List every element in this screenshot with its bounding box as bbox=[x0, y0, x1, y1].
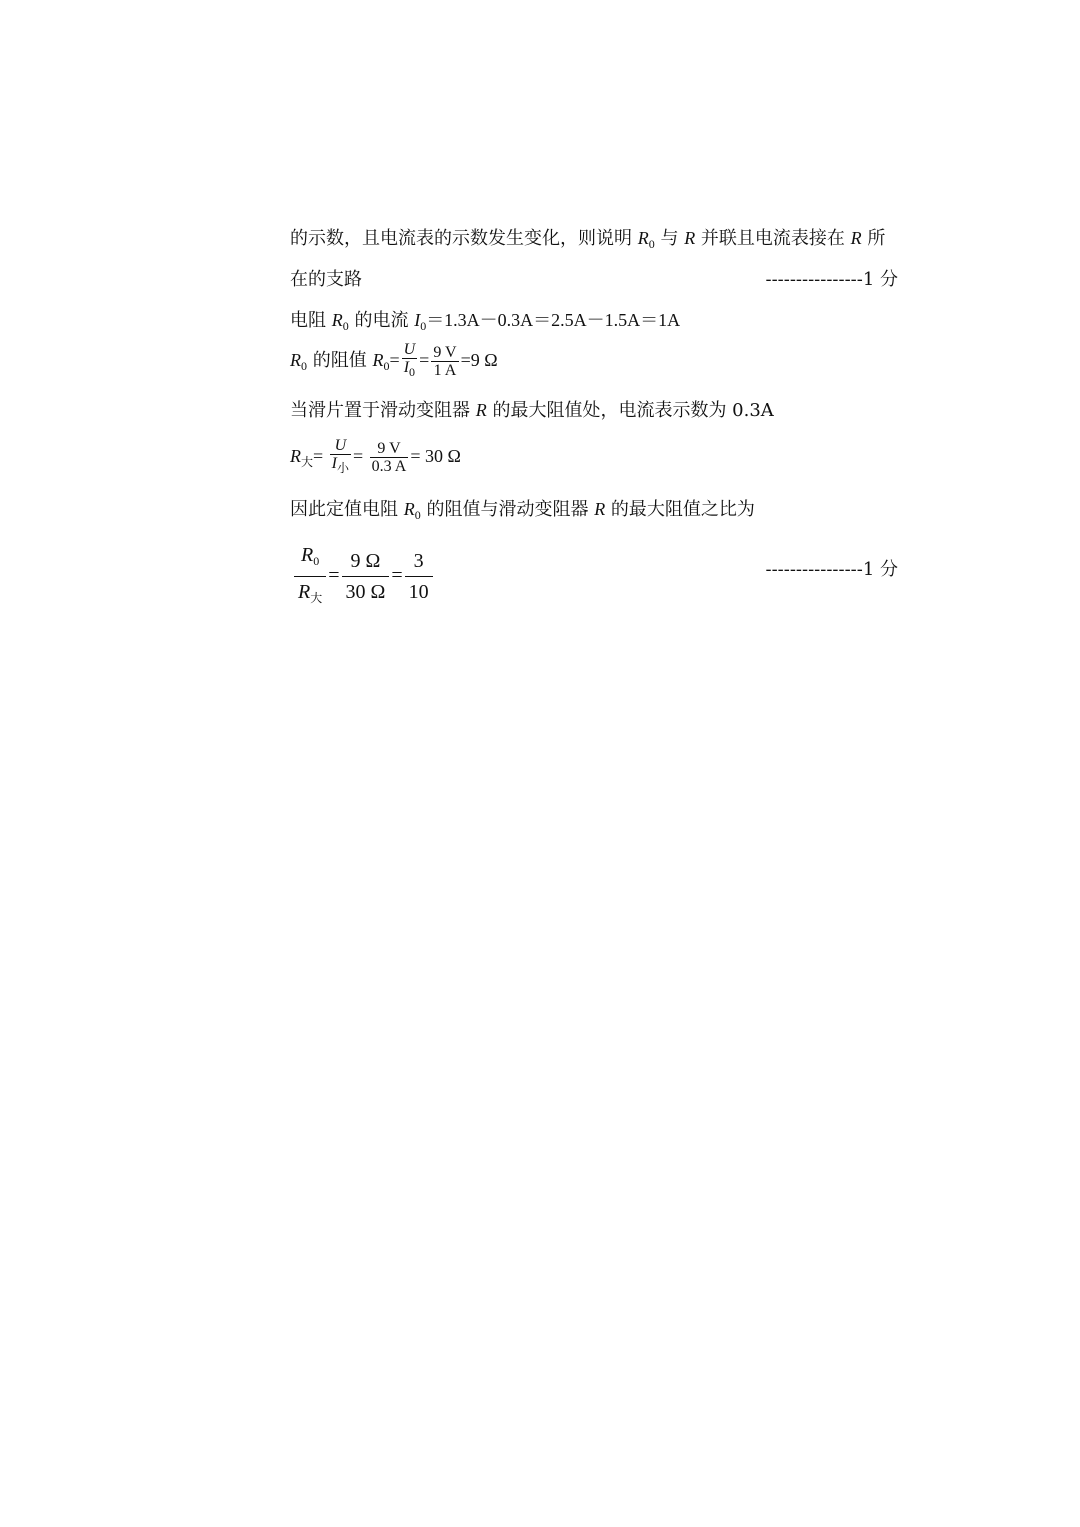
denominator: I bbox=[331, 455, 337, 472]
fraction-3-over-10 bbox=[405, 546, 433, 607]
equals: = bbox=[419, 350, 430, 370]
text: 的最大阻值之比为 bbox=[605, 499, 755, 520]
subscript: 0 bbox=[414, 508, 421, 522]
denominator: 30 Ω bbox=[345, 581, 386, 603]
denominator: 1 A bbox=[433, 361, 457, 379]
text: 与 bbox=[654, 228, 685, 249]
text: 的最大阻值处，电流表示数为 0.3A bbox=[486, 400, 774, 421]
line-4 bbox=[290, 340, 498, 386]
score-mark-1: ----------------1 分 bbox=[765, 269, 898, 290]
numerator: U bbox=[330, 437, 351, 455]
subscript: 0 bbox=[383, 359, 390, 373]
numerator: R bbox=[301, 544, 314, 566]
numerator: 3 bbox=[405, 546, 433, 577]
subscript: 大 bbox=[310, 591, 323, 605]
line-1 bbox=[290, 226, 885, 256]
denominator: R bbox=[298, 581, 311, 603]
equals: = bbox=[389, 350, 400, 370]
equals: = bbox=[328, 564, 340, 587]
fraction-9v-over-1a bbox=[431, 344, 458, 379]
text: 所 bbox=[861, 228, 886, 249]
subscript: 0 bbox=[342, 319, 349, 333]
result: = 30 Ω bbox=[410, 446, 461, 466]
result: =9 Ω bbox=[460, 350, 498, 370]
fraction-9v-over-03a bbox=[370, 440, 409, 475]
numerator: 9 V bbox=[433, 343, 457, 361]
subscript: 大 bbox=[301, 455, 314, 469]
symbol-r: R bbox=[290, 446, 301, 466]
symbol-r: R bbox=[684, 228, 696, 248]
text: 的示数，且电流表的示数发生变化，则说明 bbox=[290, 228, 638, 249]
text: 并联且电流表接在 bbox=[695, 228, 851, 249]
subscript: 小 bbox=[337, 461, 350, 475]
symbol-r: R bbox=[290, 350, 301, 370]
text: 的阻值 bbox=[307, 350, 373, 371]
fraction-r0-over-rmax bbox=[294, 540, 326, 613]
subscript: 0 bbox=[313, 554, 320, 568]
line-3 bbox=[290, 308, 680, 338]
numerator: U bbox=[403, 341, 416, 358]
score-mark-2: ----------------1 分 bbox=[765, 559, 898, 580]
line-8 bbox=[292, 540, 435, 613]
symbol-r: R bbox=[594, 499, 606, 519]
numerator: 9 V bbox=[370, 440, 409, 458]
subscript: 0 bbox=[420, 319, 427, 333]
current-expression: ＝1.3A－0.3A＝2.5A－1.5A＝1A bbox=[426, 310, 681, 330]
text: 电阻 bbox=[290, 310, 332, 331]
text: 在的支路 bbox=[290, 269, 362, 290]
fraction-u-over-imin bbox=[330, 437, 351, 477]
symbol-r: R bbox=[331, 310, 343, 330]
denominator: I bbox=[403, 359, 410, 376]
symbol-r: R bbox=[475, 400, 487, 420]
fraction-u-over-i0 bbox=[402, 341, 418, 381]
subscript: 0 bbox=[301, 359, 307, 373]
text: 的阻值与滑动变阻器 bbox=[420, 499, 595, 520]
equals: = bbox=[353, 446, 368, 466]
line-2 bbox=[290, 268, 362, 292]
subscript: 0 bbox=[648, 237, 655, 251]
symbol-r: R bbox=[850, 228, 862, 248]
symbol-i: I bbox=[414, 310, 421, 330]
text: 的电流 bbox=[348, 310, 415, 331]
subscript: 0 bbox=[409, 365, 416, 379]
symbol-r: R bbox=[372, 350, 384, 370]
denominator: 10 bbox=[408, 581, 429, 603]
text: 因此定值电阻 bbox=[290, 499, 404, 520]
equals: = bbox=[391, 564, 403, 587]
text: 当滑片置于滑动变阻器 bbox=[290, 400, 476, 421]
numerator: 9 Ω bbox=[342, 546, 390, 577]
line-6 bbox=[290, 436, 461, 482]
fraction-9ohm-over-30ohm bbox=[342, 546, 390, 607]
symbol-r: R bbox=[637, 228, 649, 248]
line-5 bbox=[290, 398, 774, 423]
line-7 bbox=[290, 497, 755, 527]
equals: = bbox=[313, 446, 328, 466]
denominator: 0.3 A bbox=[371, 457, 407, 475]
symbol-r: R bbox=[403, 499, 415, 519]
